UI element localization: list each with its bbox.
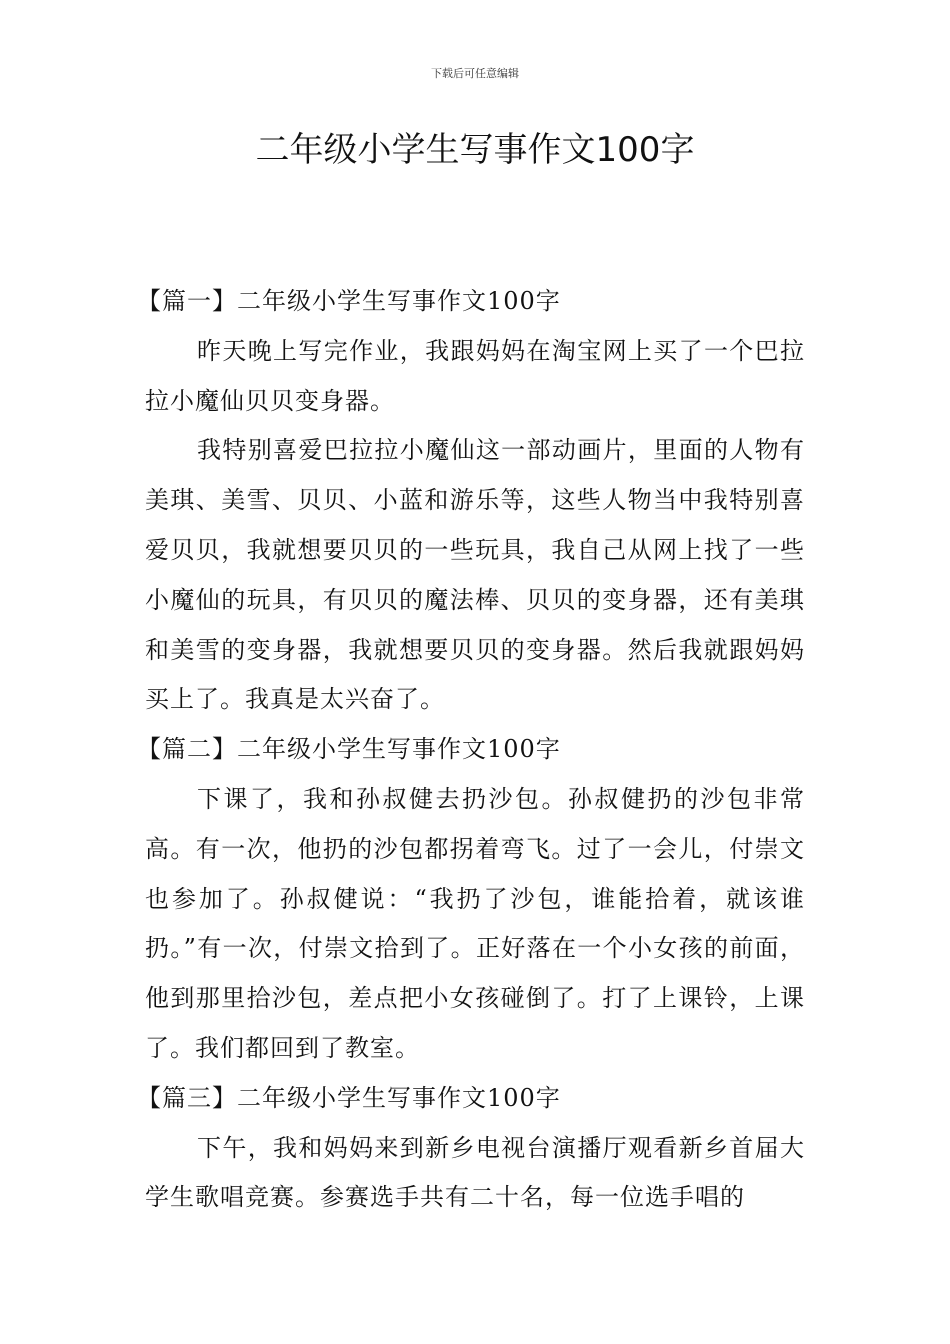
section-1-paragraph-1: 昨天晚上写完作业，我跟妈妈在淘宝网上买了一个巴拉拉小魔仙贝贝变身器。	[145, 336, 805, 415]
section-1-paragraph-2: 我特别喜爱巴拉拉小魔仙这一部动画片，里面的人物有美琪、美雪、贝贝、小蓝和游乐等，这些人物当中我特别喜爱贝贝，我就想要贝贝的一些玩具，我自己从网上找了一些小魔仙的玩具，有贝贝的魔法棒、贝贝的变身器，还有美琪和美雪的变身器，我就想要贝贝的变身器。然后我就跟妈妈买上了。我真是太兴奋了。	[145, 436, 805, 714]
section-heading-2: 【篇二】二年级小学生写事作文100字	[137, 735, 561, 764]
section-2-paragraph-1: 下课了，我和孙叔健去扔沙包。孙叔健扔的沙包非常高。有一次，他扔的沙包都拐着弯飞。过了一会儿，付崇文也参加了。孙叔健说：“我扔了沙包，谁能拾着，就该谁扔。”有一次，付崇文拾到了。正好落在一个小女孩的前面，他到那里拾沙包，差点把小女孩碰倒了。打了上课铃，上课了。我们都回到了教室。	[145, 784, 805, 1062]
header-note: 下载后可任意编辑	[431, 67, 519, 80]
section-heading-3: 【篇三】二年级小学生写事作文100字	[137, 1083, 561, 1112]
document-body	[137, 277, 805, 1223]
section-heading-1: 【篇一】二年级小学生写事作文100字	[137, 287, 561, 315]
section-3-paragraph-1: 下午，我和妈妈来到新乡电视台演播厅观看新乡首届大学生歌唱竞赛。参赛选手共有二十名，每一位选手唱的	[145, 1133, 805, 1212]
document-title: 二年级小学生写事作文100字	[255, 130, 695, 170]
